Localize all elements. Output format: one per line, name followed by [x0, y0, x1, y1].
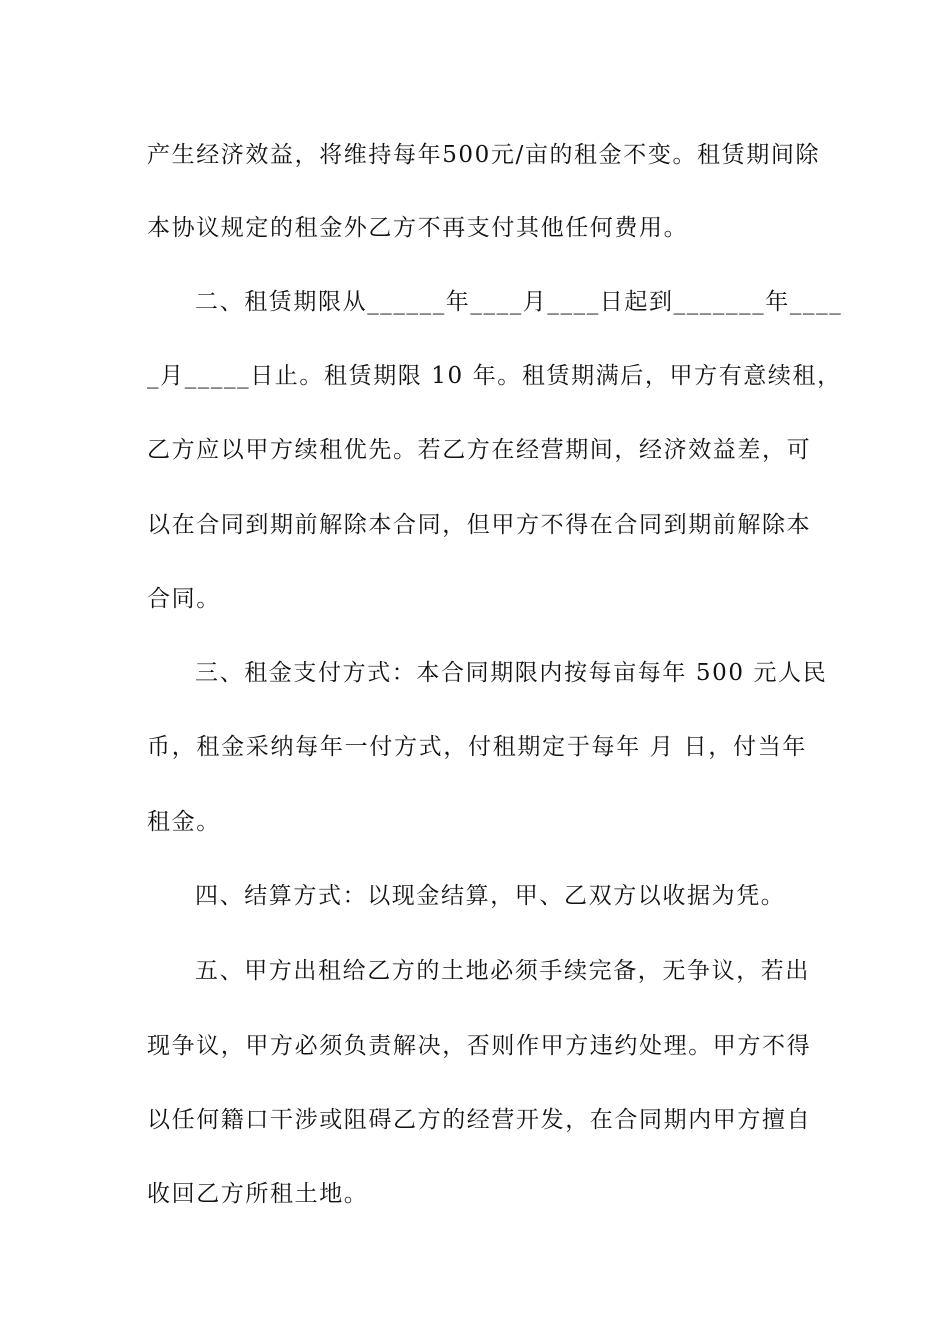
paragraph-1-line-2: 乙方应以甲方续租优先。若乙方在经营期间，经济效益差，可: [147, 437, 812, 463]
paragraph-1-line-1: _月_____日止。租赁期限 10 年。租赁期满后，甲方有意续租，: [147, 363, 842, 389]
paragraph-4-line-0: 五、甲方出租给乙方的土地必须手续完备，无争议，若出: [195, 958, 810, 984]
paragraph-3-line-0: 四、结算方式：以现金结算，甲、乙双方以收据为凭。: [195, 883, 786, 909]
paragraph-2-line-2: 租金。: [147, 809, 221, 835]
paragraph-4-line-2: 以任何籍口干涉或阻碍乙方的经营开发，在合同期内甲方擅自: [147, 1107, 812, 1133]
paragraph-2-line-1: 币，租金采纳每年一付方式，付租期定于每年 月 日，付当年: [147, 734, 807, 760]
paragraph-4-line-3: 收回乙方所租土地。: [147, 1181, 369, 1207]
paragraph-2-line-0: 三、租金支付方式：本合同期限内按每亩每年 500 元人民: [195, 660, 828, 686]
paragraph-0-line-0: 产生经济效益，将维持每年500元/亩的租金不变。租赁期间除: [147, 142, 821, 168]
paragraph-4-line-1: 现争议，甲方必须负责解决，否则作甲方违约处理。甲方不得: [147, 1033, 812, 1059]
paragraph-1-line-0: 二、租赁期限从______年____月____日起到_______年____: [195, 289, 843, 315]
paragraph-1-line-4: 合同。: [147, 586, 221, 612]
paragraph-0-line-1: 本协议规定的租金外乙方不再支付其他任何费用。: [147, 215, 689, 241]
paragraph-1-line-3: 以在合同到期前解除本合同，但甲方不得在合同到期前解除本: [147, 512, 812, 538]
